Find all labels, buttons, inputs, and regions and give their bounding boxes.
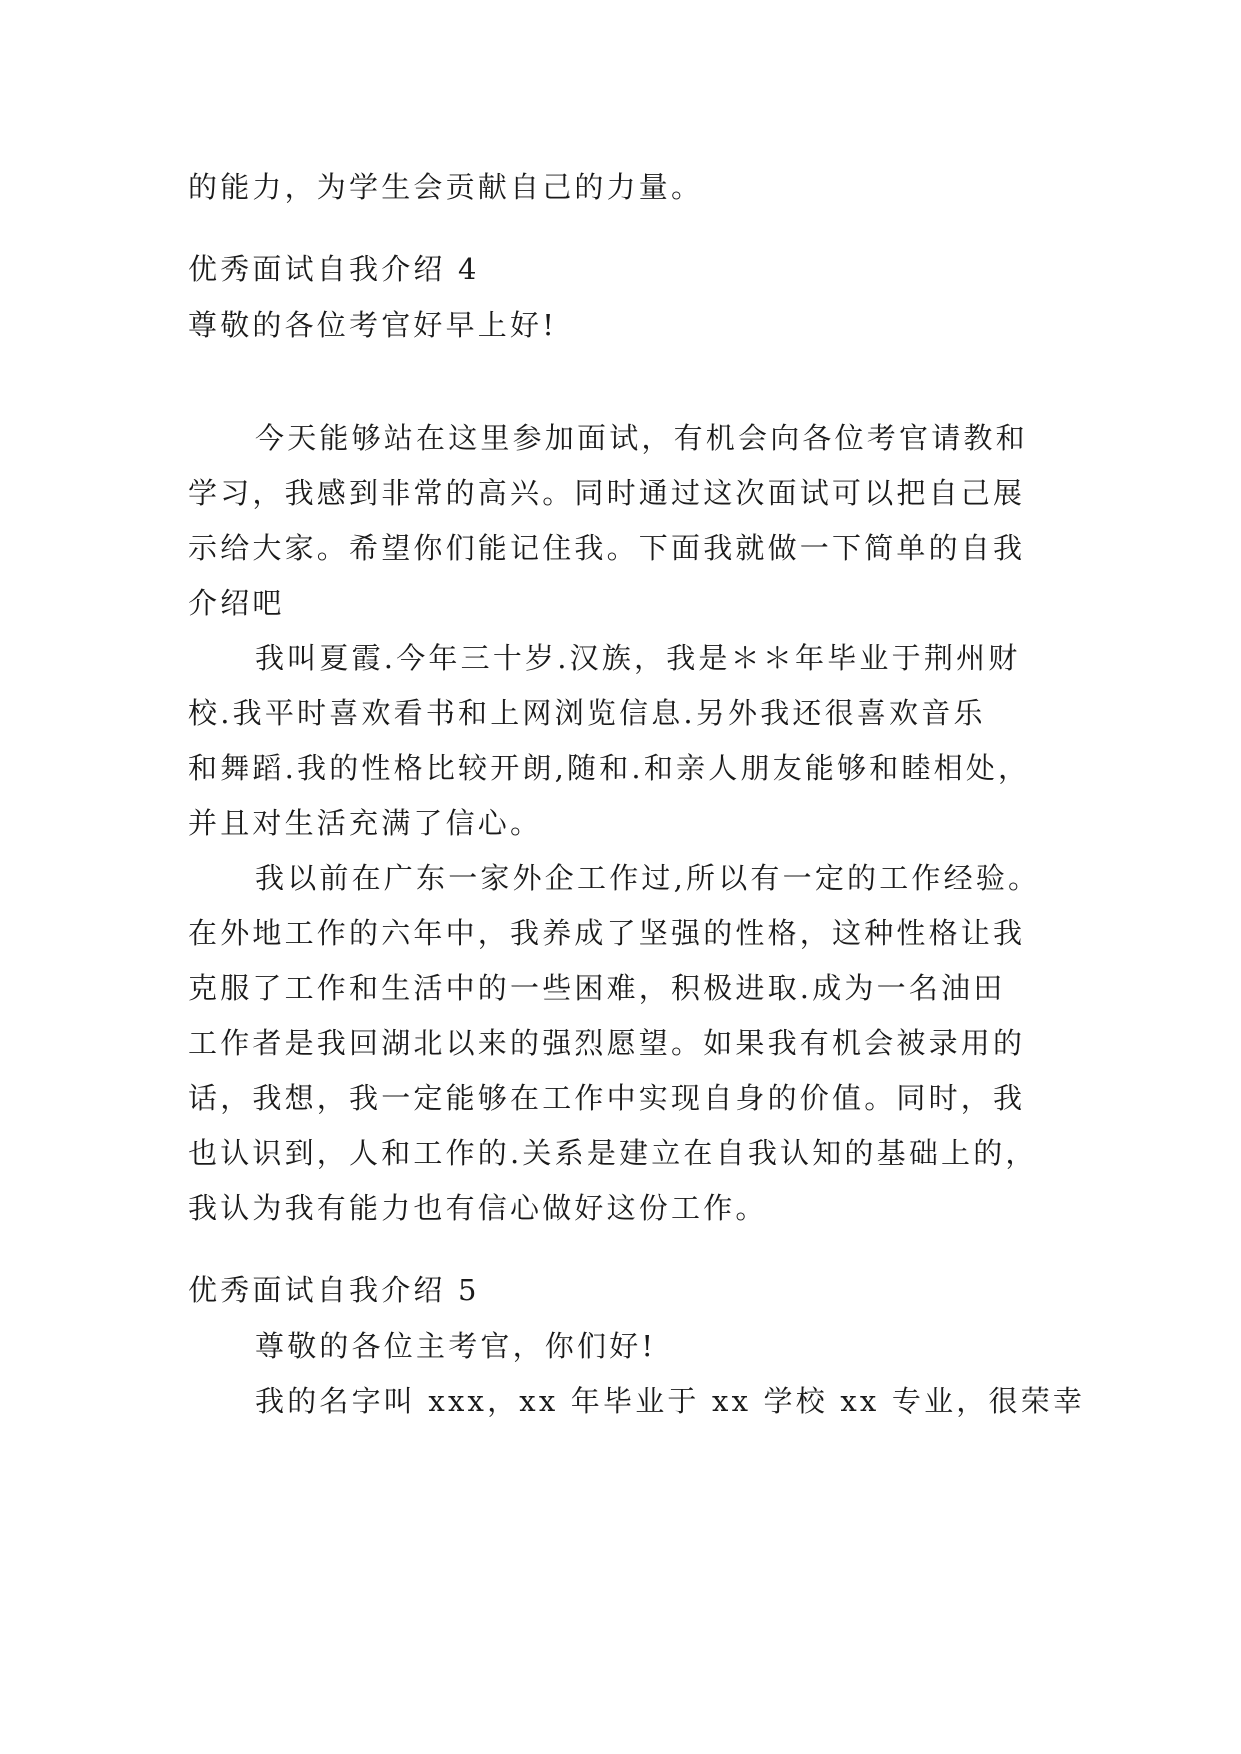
section-heading: 优秀面试自我介绍 5 xyxy=(188,1273,480,1307)
paragraph-line: 我认为我有能力也有信心做好这份工作。 xyxy=(188,1191,768,1225)
paragraph-line: 和舞蹈.我的性格比较开朗,随和.和亲人朋友能够和睦相处， xyxy=(188,751,1031,785)
paragraph-line: 在外地工作的六年中，我养成了坚强的性格，这种性格让我 xyxy=(188,916,1026,950)
paragraph-line: 克服了工作和生活中的一些困难，积极进取.成为一名油田 xyxy=(188,971,1006,1005)
section-heading: 优秀面试自我介绍 4 xyxy=(188,252,480,286)
paragraph-line: 也认识到，人和工作的.关系是建立在自我认知的基础上的， xyxy=(188,1136,1038,1170)
paragraph-line: 介绍吧 xyxy=(188,586,285,620)
paragraph-line: 今天能够站在这里参加面试，有机会向各位考官请教和 xyxy=(255,421,1028,455)
paragraph-line: 话，我想，我一定能够在工作中实现自身的价值。同时，我 xyxy=(188,1081,1026,1115)
paragraph-line: 工作者是我回湖北以来的强烈愿望。如果我有机会被录用的 xyxy=(188,1026,1026,1060)
paragraph-line: 校.我平时喜欢看书和上网浏览信息.另外我还很喜欢音乐 xyxy=(188,696,986,730)
greeting-line: 尊敬的各位主考官，你们好! xyxy=(255,1329,657,1363)
paragraph-line: 我叫夏霞.今年三十岁.汉族，我是＊＊年毕业于荆州财 xyxy=(255,641,1021,675)
paragraph-line: 示给大家。希望你们能记住我。下面我就做一下简单的自我 xyxy=(188,531,1026,565)
paragraph-line: 我以前在广东一家外企工作过,所以有一定的工作经验。 xyxy=(255,861,1041,895)
paragraph-line: 我的名字叫 xxx，xx 年毕业于 xx 学校 xx 专业，很荣幸 xyxy=(255,1384,1086,1418)
paragraph-line: 并且对生活充满了信心。 xyxy=(188,806,543,840)
greeting-line: 尊敬的各位考官好早上好! xyxy=(188,308,558,342)
paragraph-line: 的能力，为学生会贡献自己的力量。 xyxy=(188,170,704,204)
paragraph-line: 学习，我感到非常的高兴。同时通过这次面试可以把自己展 xyxy=(188,476,1026,510)
